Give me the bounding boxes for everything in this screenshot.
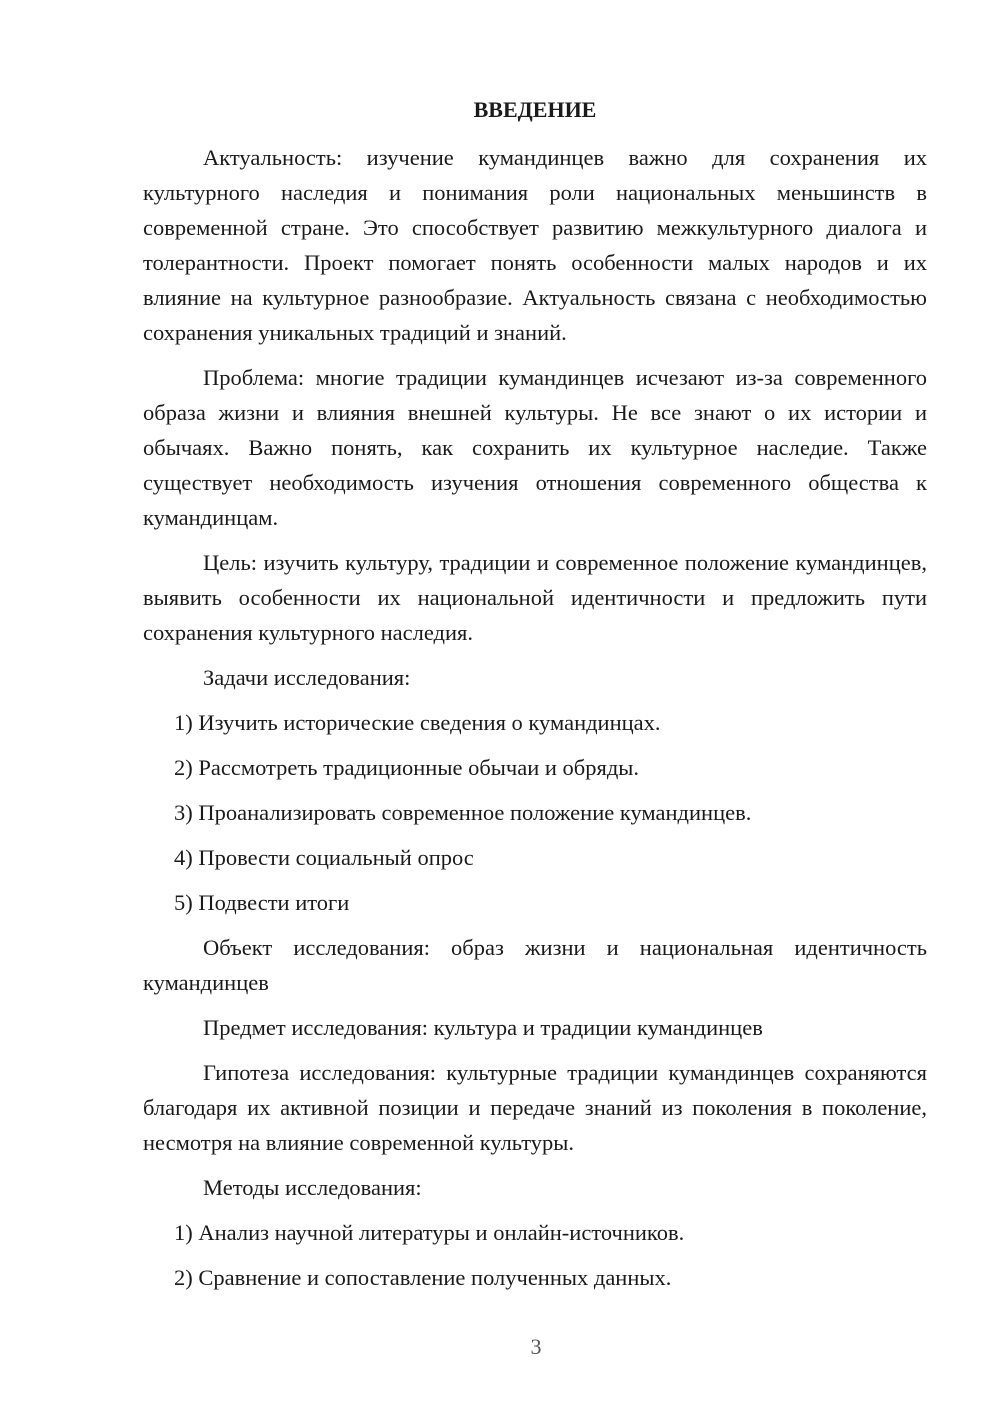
list-item: 1) Анализ научной литературы и онлайн-источников. <box>174 1220 685 1245</box>
relevance-paragraph: Актуальность: изучение кумандинцев важно для сохранения их культурного наследия и понимания роли национальных меньшинств в современной стране. Это способствует развитию межкультурного диалога и толерантности. Проект помогает понять особенности малых народов и их влияние на культурное разнообразие. Актуальность связана с необходимостью сохранения уникальных традиций и знаний. <box>143 145 927 345</box>
page-title: ВВЕДЕНИЕ <box>473 97 597 122</box>
list-item: 2) Рассмотреть традиционные обычаи и обряды. <box>174 755 640 780</box>
list-item: 5) Подвести итоги <box>174 890 350 915</box>
subject-paragraph: Предмет исследования: культура и традиции кумандинцев <box>203 1015 763 1040</box>
page-number: 3 <box>530 1334 542 1359</box>
methods-heading: Методы исследования: <box>203 1175 422 1200</box>
document-page <box>143 94 927 1305</box>
problem-paragraph: Проблема: многие традиции кумандинцев исчезают из-за современного образа жизни и влияния внешней культуры. Не все знают о их истории и обычаях. Важно понять, как сохранить их культурное наследие. Также существует необходимость изучения отношения современного общества к кумандинцам. <box>143 365 927 530</box>
list-item: 3) Проанализировать современное положение кумандинцев. <box>174 800 752 825</box>
object-paragraph: Объект исследования: образ жизни и национальная идентичность кумандинцев <box>143 935 927 995</box>
list-item: 4) Провести социальный опрос <box>174 845 474 870</box>
list-item: 2) Сравнение и сопоставление полученных данных. <box>174 1265 672 1290</box>
list-item: 1) Изучить исторические сведения о кумандинцах. <box>174 710 661 735</box>
methods-list <box>143 1215 927 1295</box>
goal-paragraph: Цель: изучить культуру, традиции и современное положение кумандинцев, выявить особенности их национальной идентичности и предложить пути сохранения культурного наследия. <box>143 550 927 645</box>
tasks-heading: Задачи исследования: <box>203 665 411 690</box>
tasks-list <box>143 705 927 920</box>
hypothesis-paragraph: Гипотеза исследования: культурные традиции кумандинцев сохраняются благодаря их активной позиции и передаче знаний из поколения в поколение, несмотря на влияние современной культуры. <box>143 1060 927 1155</box>
